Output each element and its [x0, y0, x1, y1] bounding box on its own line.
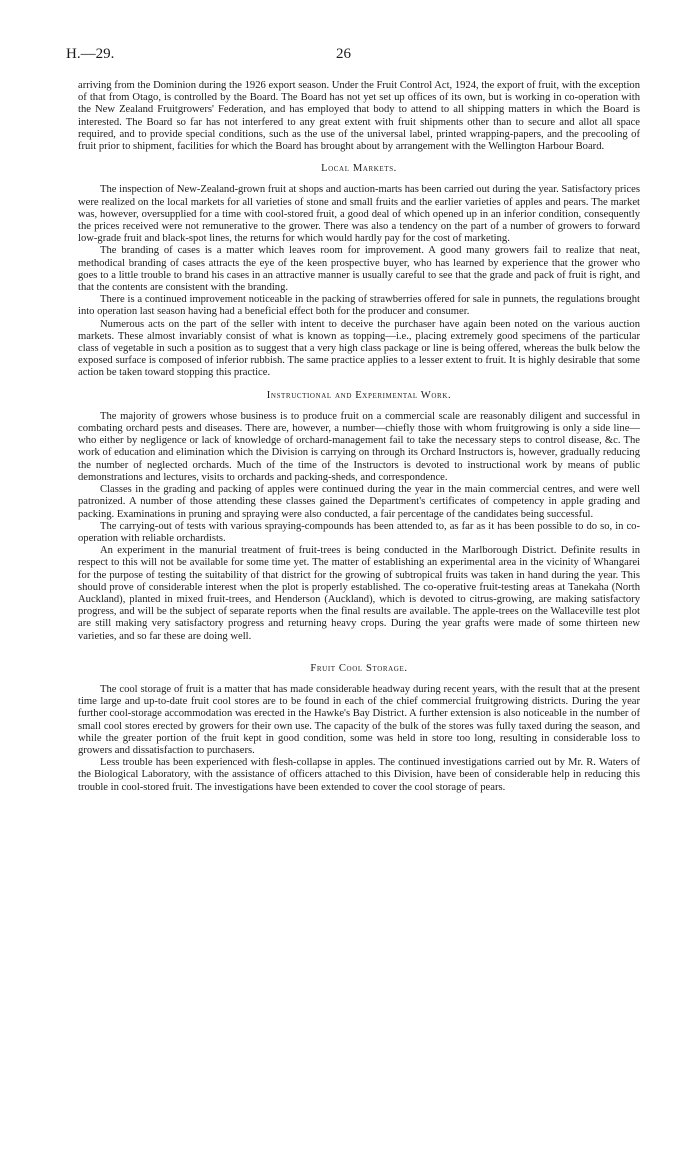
body-text: [78, 80, 640, 794]
page-header: [66, 46, 636, 66]
paragraph: Classes in the grading and packing of apples were continued during the year in the main commercial centres, and were well patronized. A number of those attending these classes gained the Department's certificates of competency in apple grading and packing. Examinations in pruning and spraying were also conducted, a fair percentage of the candidates being successful.: [78, 484, 640, 520]
paragraph: An experiment in the manurial treatment of fruit-trees is being conducted in the Marlborough District. Definite results in respect to this will not be available for some time yet. The matter of establishing an experimental area in the vicinity of Whangarei for the purpose of testing the suitability of that district for the growing of subtropical fruits was taken in hand during the year. This should prove of considerable interest when the plot is properly established. The co-operative fruit-testing areas at Tanekaha (North Auckland), planted in mixed fruit-trees, and Henderson (Auckland), which is devoted to citrus-growing, are making satisfactory progress, and will be the subject of separate reports when the final results are available. The apple-trees on the Wallaceville test plot are still making very satisfactory progress and returning heavy crops. During the year grafts were made of some thirteen new varieties, and so far these are doing well.: [78, 545, 640, 642]
paragraph: Less trouble has been experienced with flesh-collapse in apples. The continued investigations carried out by Mr. R. Waters of the Biological Laboratory, with the assistance of officers attached to this Division, have been of considerable help in reducing this trouble in cool-stored fruit. The investigations have been extended to cover the cool storage of pears.: [78, 757, 640, 793]
section-heading-fruit-cool-storage: Fruit Cool Storage.: [310, 662, 408, 674]
document-reference: H.—29.: [66, 46, 115, 62]
section-heading-local-markets: Local Markets.: [321, 163, 397, 175]
paragraph: The majority of growers whose business is to produce fruit on a commercial scale are reasonably diligent and successful in combating orchard pests and diseases. There are, however, a number—chiefly those with whom fruitgrowing is only a side line—who either by negligence or lack of knowledge of orchard-management fail to take the necessary steps to control disease, &c. The work of education and elimination which the Division is carrying on through its Orchard Instructors is, however, gradually reducing the number of neglected orchards. Much of the time of the Instructors is devoted to instructional work by means of public demonstrations and lectures, visits to orchards and packing-sheds, and correspondence.: [78, 410, 640, 483]
page-number: 26: [336, 46, 351, 62]
paragraph: There is a continued improvement noticeable in the packing of strawberries offered for sale in punnets, the regulations brought into operation last season having had a beneficial effect both for the producer and consumer.: [78, 294, 640, 318]
paragraph: Numerous acts on the part of the seller with intent to deceive the purchaser have again been noted on the various auction markets. These almost invariably consist of what is known as topping—i.e., placing extremely good specimens of the particular class of vegetable in such a position as to suggest that a very high class package or line is being offered, whereas the bulk below the exposed surface is composed of inferior rubbish. The same practice applies to a lesser extent to fruit. It is highly desirable that some action be taken toward stopping this practice.: [78, 318, 640, 379]
paragraph: The cool storage of fruit is a matter that has made considerable headway during recent years, with the result that at the present time large and up-to-date fruit cool stores are to be found in each of the chief commercial fruitgrowing districts. During the year further cool-storage accommodation was erected in the Hawke's Bay District. A further extension is also noticeable in the number of small cool stores erected by growers for their own use. The capacity of the bulk of the stores was fully taxed during the season, and while the greater portion of the fruit kept in good condition, some was held in store too long, resulting in considerable loss to growers and dissatisfaction to purchasers.: [78, 683, 640, 756]
paragraph: The inspection of New-Zealand-grown fruit at shops and auction-marts has been carried out during the year. Satisfactory prices were realized on the local markets for all varieties of stone and small fruits and the earlier varieties of apples and pears. The market was, however, oversupplied for a time with cool-stored fruit, a good deal of which opened up in an inferior condition, consequently the prices received were not remunerative to the grower. There was also a tendency on the part of a number of growers to forward low-grade fruit and black-spot lines, the returns for which would hardly pay for the cost of marketing.: [78, 184, 640, 245]
intro-paragraph: arriving from the Dominion during the 1926 export season. Under the Fruit Control Act, 1924, the export of fruit, with the exception of that from Otago, is controlled by the Board. The Board has not yet set up offices of its own, but is working in co-operation with the New Zealand Fruitgrowers' Federation, and has employed that body to attend to all shipping matters in which the Board is interested. The Board so far has not interfered to any great extent with fruit shipments other than to secure and allot all space required, and to provide special conditions, such as the use of the universal label, printed wrapping-papers, and the precooling of fruit prior to shipment, facilities for which the Board has brought about by arrangement with the Wellington Harbour Board.: [78, 80, 640, 153]
section-heading-instructional-work: Instructional and Experimental Work.: [266, 389, 452, 401]
paragraph: The carrying-out of tests with various spraying-compounds has been attended to, as far as it has been possible to do so, in co-operation with reliable orchardists.: [78, 520, 640, 544]
paragraph: The branding of cases is a matter which leaves room for improvement. A good many growers fail to realize that neat, methodical branding of cases attracts the eye of the keen prospective buyer, who has learned by experience that the grower who goes to a little trouble to brand his cases in an attractive manner is usually careful to see that the grade and pack of fruit is right, and that the contents are consistent with the branding.: [78, 245, 640, 294]
